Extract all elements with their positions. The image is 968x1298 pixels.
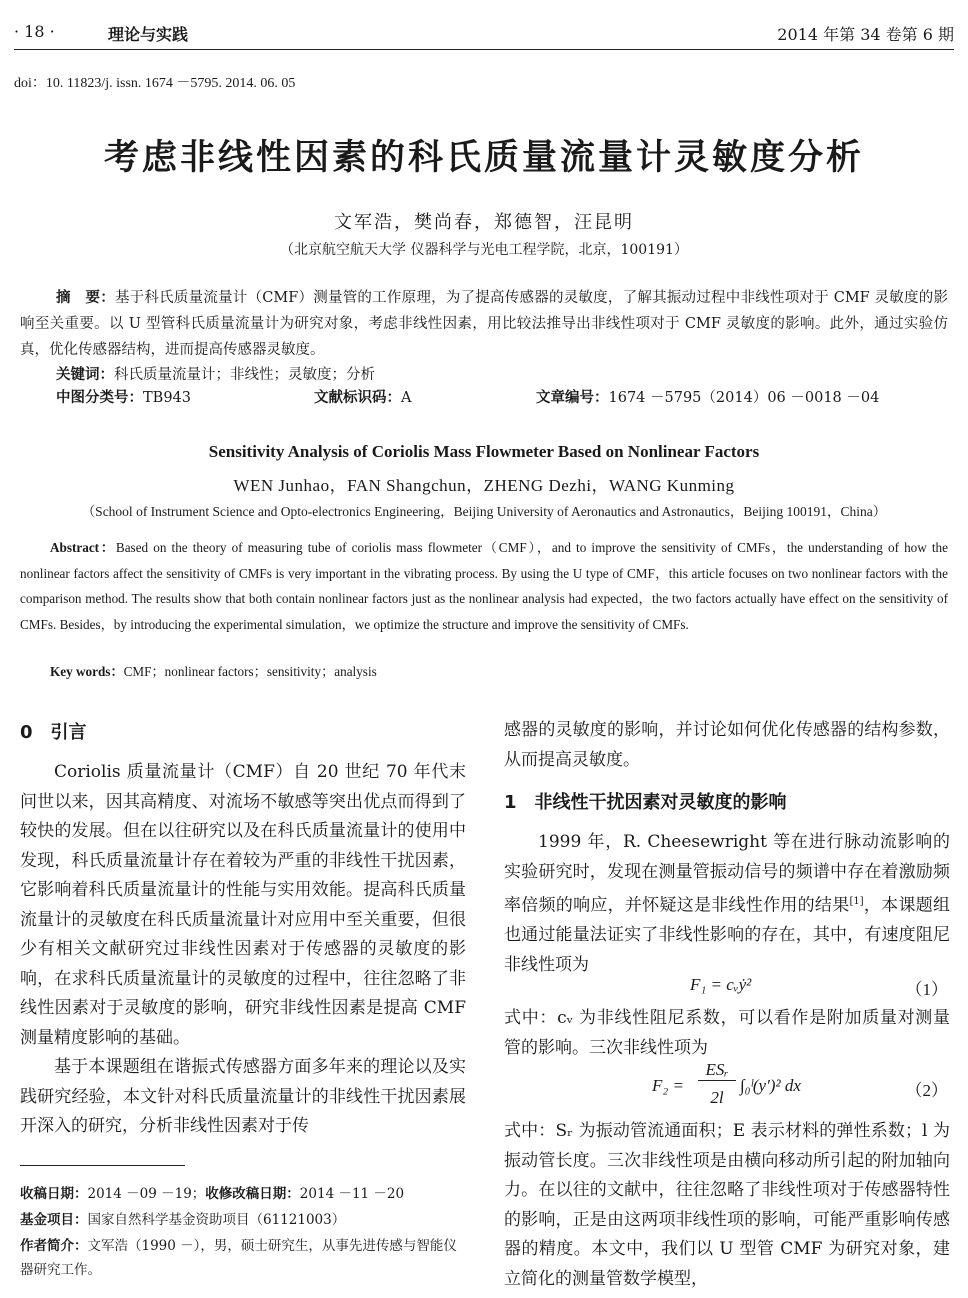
issue-info: 2014 年第 34 卷第 6 期 bbox=[777, 25, 954, 44]
right-column-top bbox=[504, 716, 950, 775]
en-title: Sensitivity Analysis of Coriolis Mass Flowmeter Based on Nonlinear Factors bbox=[208, 442, 760, 461]
footnote-fund bbox=[20, 1208, 470, 1232]
abstract-cn-label: 摘 要： bbox=[56, 290, 115, 306]
received-label: 收稿日期： bbox=[20, 1186, 88, 1202]
article-id-label: 文章编号： bbox=[536, 390, 609, 406]
page-number: · 18 · bbox=[14, 22, 55, 41]
eq2-denominator: 2l bbox=[710, 1088, 724, 1107]
left-column-body bbox=[20, 758, 466, 1142]
keywords-cn bbox=[56, 362, 936, 388]
footnote-rule bbox=[20, 1165, 185, 1166]
para-text-cont: ，本课题组也通过能量法证实了非线性影响的存在，其中，有速度阻尼非线性项为 bbox=[504, 895, 951, 975]
en-keywords bbox=[50, 661, 377, 680]
classification-row bbox=[56, 386, 956, 407]
doc-code-value: A bbox=[401, 390, 412, 406]
en-abstract-text: Based on the theory of measuring tube of coriolis mass flowmeter（CMF），and to improve the sensitivity of CMFs，the understanding of how the nonlinear factors affect the sensitivity of CMFs is very important in the vibrating process. By using the U type of CMF，this article focuses on two nonlinear factors with the comparison method. The results show that both contain nonlinear factors just as the nonlinear analysis had expected，the two factors actually have effect on the sensitivity of CMFs. Besides，by introducing the experimental simulation，we optimize the structure and improve the sensitivity of CMFs. bbox=[20, 540, 949, 632]
bio-label: 作者简介： bbox=[20, 1238, 88, 1254]
received-date: 2014 －09 －19； bbox=[87, 1186, 206, 1202]
eq2-rhs: ∫₀ˡ(y′)² dx bbox=[740, 1076, 801, 1095]
equation-2-number: （2） bbox=[905, 1081, 948, 1100]
header-rule bbox=[14, 49, 954, 50]
footnote-author-bio bbox=[20, 1234, 470, 1282]
en-affiliation: （School of Instrument Science and Opto-electronics Engineering，Beijing University of Aeronautics and Astronautics，Beijing 100191，China） bbox=[81, 504, 887, 519]
fund-label: 基金项目： bbox=[20, 1212, 88, 1228]
en-authors: WEN Junhao，FAN Shangchun，ZHENG Dezhi，WANG Kunming bbox=[233, 476, 735, 495]
bio-text: 文军浩（1990 －），男，硕士研究生，从事先进传感与智能仪器研究工作。 bbox=[20, 1238, 457, 1278]
intro-paragraph-1: Coriolis 质量流量计（CMF）自 20 世纪 70 年代末问世以来，因其高精度、对流场不敏感等突出优点而得到了较快的发展。但在以往研究以及在科氏质量流量计的使用中发现，科氏质量流量计存在着较为严重的非线性干扰因素，它影响着科氏质量流量计的性能与实用效能。提高科氏质量流量计的灵敏度在科氏质量流量计对应用中至关重要，但很少有相关文献研究过非线性因素对于传感器的灵敏度的影响，在求科氏质量流量计的灵敏度的过程中，往往忽略了非线性因素对于灵敏度的影响，研究非线性因素是提高 CMF 测量精度影响的基础。 bbox=[20, 762, 466, 1048]
article-id-value: 1674 －5795（2014）06 －0018 －04 bbox=[608, 390, 880, 406]
equation-2 bbox=[652, 1060, 872, 1116]
footnote-dates bbox=[20, 1182, 470, 1206]
abstract-cn-text: 基于科氏质量流量计（CMF）测量管的工作原理，为了提高传感器的灵敏度，了解其振动过程中非线性项对于 CMF 灵敏度的影响至关重要。以 U 型管科氏质量流量计为研究对象，考虑非线性因素，用比较法推导出非线性项对于 CMF 灵敏度的影响。此外，通过实验仿真，优化传感器结构，进而提高传感器灵敏度。 bbox=[20, 290, 949, 358]
revised-date: 2014 －11 －20 bbox=[299, 1186, 405, 1202]
section-1-paragraph-1 bbox=[504, 828, 950, 980]
citation-ref: [1] bbox=[849, 896, 864, 907]
doc-code-label: 文献标识码： bbox=[314, 390, 401, 406]
section-1-heading: 1 非线性干扰因素对灵敏度的影响 bbox=[504, 792, 787, 813]
intro-paragraph-2: 基于本课题组在谐振式传感器方面多年来的理论以及实践研究经验，本文针对科氏质量流量计的非线性干扰因素展开深入的研究，分析非线性因素对于传 bbox=[20, 1057, 466, 1136]
affiliation: （北京航空航天大学 仪器科学与光电工程学院，北京，100191） bbox=[280, 242, 688, 258]
eq1-explanation: 式中：cᵥ 为非线性阻尼系数，可以看作是附加质量对测量管的影响。三次非线性项为 bbox=[504, 1008, 950, 1058]
en-abstract bbox=[20, 535, 948, 637]
para-text: 1999 年，R. Cheesewright 等在进行脉动流影响的实验研究时，发现在测量管振动信号的频谱中存在着激励频率倍频的响应，并怀疑这是非线性作用的结果 bbox=[504, 832, 950, 916]
en-keywords-text: CMF；nonlinear factors；sensitivity；analysis bbox=[123, 664, 377, 679]
keywords-cn-text: 科氏质量流量计；非线性；灵敏度；分析 bbox=[114, 367, 375, 383]
revised-label: 收修改稿日期： bbox=[205, 1186, 300, 1202]
authors: 文军浩，樊尚春，郑德智，汪昆明 bbox=[334, 212, 634, 233]
en-abstract-label: Abstract： bbox=[50, 540, 116, 555]
doi: doi：10. 11823/j. issn. 1674 －5795. 2014. 06. 05 bbox=[14, 76, 296, 91]
section-0-heading: 0 引言 bbox=[20, 722, 87, 743]
equation-1-description bbox=[504, 1004, 950, 1063]
en-keywords-label: Key words： bbox=[50, 664, 124, 679]
paper-title: 考虑非线性因素的科氏质量流量计灵敏度分析 bbox=[103, 138, 864, 178]
journal-section: 理论与实践 bbox=[108, 25, 189, 44]
equation-2-description bbox=[504, 1117, 950, 1294]
equation-1-number: （1） bbox=[905, 980, 948, 999]
abstract-cn bbox=[20, 285, 948, 363]
eq2-numerator: ESᵣ bbox=[698, 1060, 736, 1081]
equation-1: F₁ = cᵥẏ² bbox=[690, 975, 752, 994]
fund-text: 国家自然科学基金资助项目（61121003） bbox=[87, 1212, 346, 1228]
eq2-lhs: F₂ = bbox=[652, 1076, 685, 1095]
clc-value: TB943 bbox=[143, 390, 192, 406]
clc-label: 中图分类号： bbox=[56, 390, 143, 406]
keywords-cn-label: 关键词： bbox=[56, 367, 114, 383]
eq2-explanation: 式中：Sᵣ 为振动管流通面积；E 表示材料的弹性系数；l 为振动管长度。三次非线性项是由横向移动所引起的附加轴向力。在以往的文献中，往往忽略了非线性项对于传感器特性的影响，正是由这两项非线性项的影响，可能严重影响传感器的精度。本文中，我们以 U 型管 CMF 为研究对象，建立简化的测量管数学模型， bbox=[504, 1121, 950, 1289]
continued-paragraph: 感器的灵敏度的影响，并讨论如何优化传感器的结构参数，从而提高灵敏度。 bbox=[504, 720, 950, 770]
